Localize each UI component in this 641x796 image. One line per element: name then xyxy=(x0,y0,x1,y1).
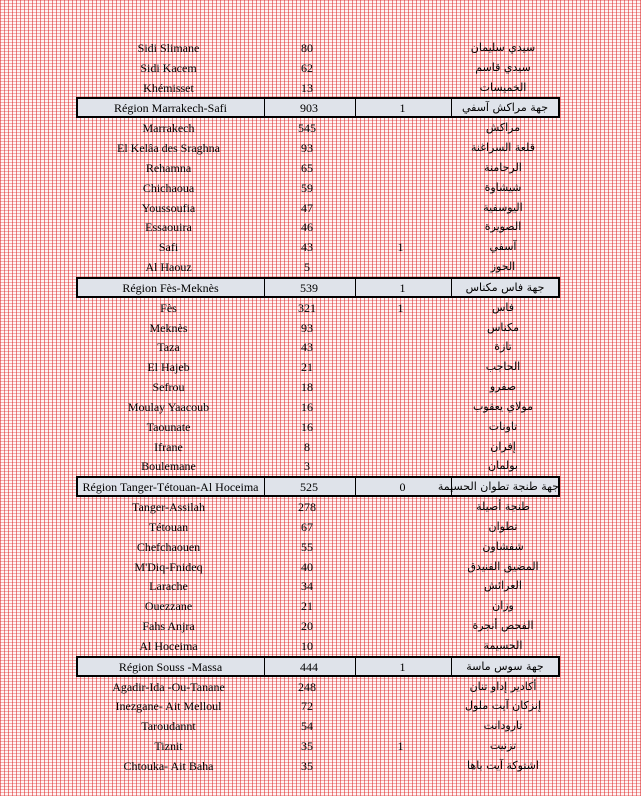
place-name: Ifrane xyxy=(154,439,183,454)
secondary-count: 1 xyxy=(397,240,404,255)
arabic-name: فاس xyxy=(491,300,515,314)
arabic-name: وزان xyxy=(492,599,514,613)
arabic-name: أكادير إداو تنان xyxy=(469,679,537,693)
count-value: 43 xyxy=(301,240,313,255)
place-name: Safi xyxy=(158,240,179,255)
place-name: Région Tanger-Tétouan-Al Hoceima xyxy=(82,480,259,495)
count-value: 55 xyxy=(301,539,313,554)
province-row xyxy=(76,357,560,377)
count-value: 321 xyxy=(298,300,316,315)
province-row xyxy=(76,557,560,577)
province-row xyxy=(76,456,560,476)
place-name: Sidi Kacem xyxy=(140,60,197,75)
region-header-row xyxy=(76,277,560,298)
place-name: Youssoufia xyxy=(141,200,196,215)
province-row xyxy=(76,198,560,218)
arabic-name: الفحص أنجرة xyxy=(472,619,534,633)
place-name: M'Diq-Fnideq xyxy=(134,559,203,574)
count-value: 13 xyxy=(301,80,313,95)
region-header-row xyxy=(76,476,560,497)
place-name: Région Souss -Massa xyxy=(118,659,223,674)
province-row xyxy=(76,78,560,98)
count-value: 54 xyxy=(301,719,313,734)
place-name: El Hajeb xyxy=(147,360,190,375)
count-value: 21 xyxy=(301,599,313,614)
count-value: 278 xyxy=(298,500,316,515)
province-row xyxy=(76,636,560,656)
arabic-name: مكناس xyxy=(486,320,520,334)
place-name: Tiznit xyxy=(154,738,183,753)
arabic-name: اليوسفية xyxy=(483,200,523,214)
place-name: Essaouira xyxy=(145,220,192,235)
arabic-name: العرائش xyxy=(484,579,522,593)
province-row xyxy=(76,377,560,397)
province-row xyxy=(76,178,560,198)
province-row xyxy=(76,437,560,457)
place-name: Moulay Yaacoub xyxy=(127,399,210,414)
place-name: Sidi Slimane xyxy=(137,41,200,55)
place-name: Boulemane xyxy=(141,459,196,474)
count-value: 62 xyxy=(301,60,313,75)
count-value: 5 xyxy=(304,260,310,275)
region-table xyxy=(76,38,560,776)
place-name: Région Marrakech-Safi xyxy=(114,101,227,116)
place-name: Fahs Anjra xyxy=(142,619,195,634)
region-header-row xyxy=(76,97,560,118)
count-value: 35 xyxy=(301,758,313,773)
count-value: 16 xyxy=(301,419,313,434)
count-value: 248 xyxy=(298,679,316,694)
province-row xyxy=(76,696,560,716)
count-value: 93 xyxy=(301,141,313,156)
arabic-name: تاونات xyxy=(488,419,518,433)
secondary-count: 1 xyxy=(397,300,404,315)
arabic-name: إنزكان آيت ملول xyxy=(465,699,541,713)
count-value: 539 xyxy=(300,280,318,295)
count-value: 67 xyxy=(301,519,313,534)
arabic-name: طنجة أصيلة xyxy=(476,500,530,514)
place-name: Tanger-Assilah xyxy=(132,500,205,515)
province-row xyxy=(76,237,560,257)
province-row xyxy=(76,298,560,318)
place-name: Al Haouz xyxy=(145,260,192,275)
arabic-name: المضيق الفنيدق xyxy=(467,559,539,573)
province-row xyxy=(76,716,560,736)
count-value: 18 xyxy=(301,380,313,395)
count-value: 35 xyxy=(301,738,313,753)
place-name: Région Fès-Meknès xyxy=(122,280,219,295)
count-value: 903 xyxy=(300,101,318,116)
place-name: Al Hoceima xyxy=(139,638,198,653)
province-row xyxy=(76,677,560,697)
place-name: Ouezzane xyxy=(144,599,193,614)
arabic-name: الصويرة xyxy=(484,220,522,234)
place-name: Rehamna xyxy=(145,160,192,175)
count-value: 40 xyxy=(301,559,313,574)
arabic-name: الحوز xyxy=(490,260,516,274)
province-row xyxy=(76,397,560,417)
count-value: 545 xyxy=(298,121,316,136)
province-row xyxy=(76,257,560,277)
arabic-name: جهة سوس ماسة xyxy=(466,659,544,673)
arabic-name: قلعة السراغنة xyxy=(471,141,535,155)
arabic-name: بولمان xyxy=(488,459,518,473)
count-value: 80 xyxy=(301,41,313,55)
place-name: Fès xyxy=(160,300,177,315)
count-value: 10 xyxy=(301,638,313,653)
arabic-name: الرحامنة xyxy=(484,160,522,174)
place-name: Inezgane- Ait Melloul xyxy=(115,699,222,714)
province-row xyxy=(76,337,560,357)
arabic-name: جهة طنجة تطوان الحسيمة xyxy=(437,480,559,494)
place-name: Taza xyxy=(157,340,180,355)
arabic-name: الحاجب xyxy=(485,360,521,374)
count-value: 525 xyxy=(300,480,318,495)
place-name: Agadir-Ida -Ou-Tanane xyxy=(112,679,225,694)
province-row xyxy=(76,576,560,596)
count-value: 93 xyxy=(301,320,313,335)
count-value: 20 xyxy=(301,619,313,634)
secondary-count: 0 xyxy=(399,480,406,495)
count-value: 8 xyxy=(304,439,310,454)
count-value: 43 xyxy=(301,340,313,355)
arabic-name: سيدي سليمان xyxy=(470,41,536,54)
place-name: Taounate xyxy=(146,419,191,434)
arabic-name: تازة xyxy=(494,340,512,354)
count-value: 59 xyxy=(301,180,313,195)
place-name: Chefchaouen xyxy=(136,539,201,554)
arabic-name: شيشاوة xyxy=(484,180,522,194)
place-name: Tétouan xyxy=(148,519,189,534)
count-value: 65 xyxy=(301,160,313,175)
province-row xyxy=(76,158,560,178)
province-row xyxy=(76,118,560,138)
province-row xyxy=(76,756,560,776)
province-row xyxy=(76,417,560,437)
place-name: Meknès xyxy=(149,320,188,335)
arabic-name: جهة فاس مكناس xyxy=(465,280,545,294)
arabic-name: مولاي يعقوب xyxy=(473,399,533,413)
secondary-count: 1 xyxy=(397,738,404,753)
secondary-count: 1 xyxy=(399,280,406,295)
province-row xyxy=(76,616,560,636)
place-name: Sefrou xyxy=(152,380,185,395)
arabic-name: شفشاون xyxy=(482,539,524,553)
secondary-count: 1 xyxy=(399,101,406,116)
province-row xyxy=(76,596,560,616)
arabic-name: اشتوكة آيت باها xyxy=(467,758,539,772)
count-value: 72 xyxy=(301,699,313,714)
province-row xyxy=(76,217,560,237)
arabic-name: إفران xyxy=(490,439,516,453)
count-value: 46 xyxy=(301,220,313,235)
place-name: Khémisset xyxy=(143,80,194,95)
count-value: 21 xyxy=(301,360,313,375)
place-name: Chichaoua xyxy=(142,180,195,195)
province-row xyxy=(76,517,560,537)
province-row xyxy=(76,318,560,338)
province-row xyxy=(76,58,560,78)
arabic-name: مراكش xyxy=(485,121,521,135)
count-value: 47 xyxy=(301,200,313,215)
arabic-name: الحسيمة xyxy=(483,638,523,652)
place-name: Marrakech xyxy=(142,121,195,136)
arabic-name: آسفي xyxy=(489,240,517,254)
count-value: 3 xyxy=(304,459,310,474)
place-name: Chtouka- Ait Baha xyxy=(123,758,214,773)
arabic-name: الخميسات xyxy=(479,80,527,94)
arabic-name: تارودانت xyxy=(483,719,523,733)
place-name: El Kelâa des Sraghna xyxy=(117,141,220,156)
count-value: 34 xyxy=(301,579,313,594)
arabic-name: سيدي قاسم xyxy=(475,60,531,74)
arabic-name: تطوان xyxy=(488,519,518,533)
province-row xyxy=(76,537,560,557)
place-name: Larache xyxy=(149,579,188,594)
province-row xyxy=(76,736,560,756)
count-value: 444 xyxy=(300,659,318,674)
region-header-row xyxy=(76,656,560,677)
province-row xyxy=(76,138,560,158)
count-value: 16 xyxy=(301,399,313,414)
place-name: Taroudannt xyxy=(141,719,196,734)
secondary-count: 1 xyxy=(399,659,406,674)
arabic-name: تزنيت xyxy=(489,738,517,752)
arabic-name: جهة مراكش آسفي xyxy=(461,101,549,115)
arabic-name: صفرو xyxy=(489,380,517,394)
province-row xyxy=(76,497,560,517)
province-row xyxy=(76,38,560,58)
